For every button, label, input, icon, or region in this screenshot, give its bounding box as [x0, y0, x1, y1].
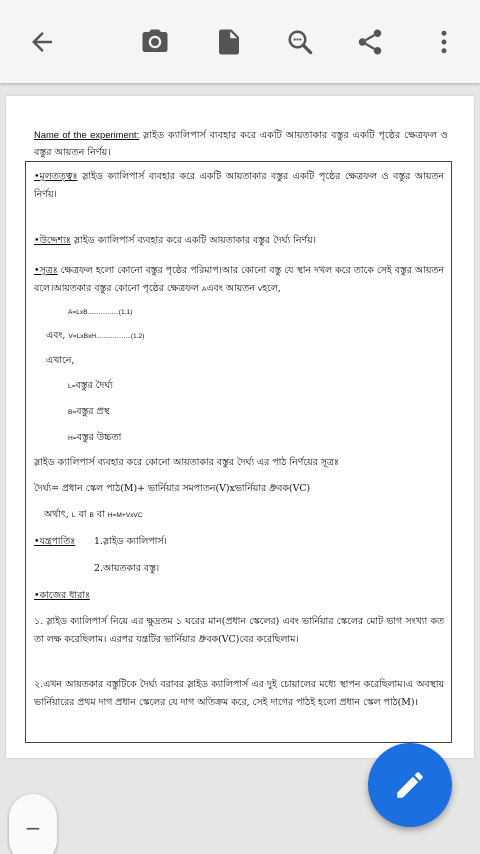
- definition-b: [68, 403, 368, 422]
- aim-section: [34, 232, 444, 250]
- reading-intro: স্লাইড ক্যালিপার্স ব্যবহার করে কোনো আয়তাকার বস্তুর দৈর্ঘ্য এর পাঠ নির্ণয়ের সূত্রঃ: [34, 457, 339, 468]
- definition-h: [68, 429, 368, 448]
- aim-heading: •উদ্দেশ্যঃ: [34, 235, 71, 246]
- equation-2: [46, 327, 366, 346]
- experiment-label: Name of the experiment:: [34, 129, 140, 140]
- formula-symbol-a: A: [201, 286, 207, 293]
- definition-h-symbol: H=: [68, 435, 77, 442]
- that-is-l: L: [71, 512, 76, 519]
- principle-heading: •মূলতত্ত্বঃ: [34, 171, 78, 182]
- document-button[interactable]: [207, 20, 251, 64]
- definition-l-text: বস্তুর দৈর্ঘ্য: [75, 380, 113, 391]
- that-is-or-2: বা: [96, 509, 105, 520]
- procedure-step-2: ২.এখন আয়তকার বস্তুটিকে দৈর্ঘ্য বরাবর স্লাইড ক্যালিপার্স এর দুই চোয়ালের মধ্যে স্থাপন করেছিলাম।এ অবস্থায় ভার্নিয়ারের প্রথম দাগ প্রধান স্কেলের যে দাগ অতিক্রম করে, সেই দাগের পাঠই হলো প্রধান স্কেল পাঠ(M)।: [34, 679, 444, 708]
- experiment-title-text: স্লাইড ক্যালিপার্স ব্যবহার করে একটি আয়তাকার বস্তুর একটি পৃষ্ঠের ক্ষেত্রফল ও বস্তুর আয়তন নির্ণয়।: [34, 130, 448, 158]
- equation-2-prefix: এবং,: [46, 330, 66, 341]
- apparatus-item-2: 2.আয়তকার বস্তু।: [94, 563, 160, 574]
- formula-section: [34, 262, 444, 299]
- that-is-or-1: বা: [78, 509, 87, 520]
- principle-section: [34, 168, 444, 204]
- search-icon: [285, 27, 315, 57]
- apparatus-item-1: 1.স্লাইড ক্যালিপার্স।: [94, 536, 167, 547]
- formula-end: হলে,: [262, 283, 281, 294]
- that-is-b: B: [89, 512, 94, 519]
- definition-b-symbol: B=: [68, 409, 77, 416]
- here-label: এখানে,: [46, 355, 75, 366]
- definition-h-text: বস্তুর উচ্চতা: [76, 432, 122, 443]
- formula-and: এবং আয়তন: [206, 283, 258, 294]
- more-options-button[interactable]: [422, 20, 466, 64]
- definition-b-text: বস্তুর প্রস্থ: [76, 406, 110, 417]
- top-toolbar: [0, 0, 480, 83]
- experiment-title: [34, 126, 448, 161]
- apparatus-heading-text: •যন্ত্রপাতিঃ: [34, 536, 76, 547]
- procedure-heading-text: •কাজের ধারাঃ: [34, 590, 90, 601]
- document-icon: [214, 27, 244, 57]
- principle-text: স্লাইড ক্যালিপার্স ব্যবহার করে একটি আয়তাকার বস্তুর একটি পৃষ্ঠের ক্ষেত্রফল ও বস্তুর আয়তন নির্ণয়।: [34, 171, 444, 200]
- procedure-step-1: ১. স্লাইড ক্যালিপার্স নিয়ে এর ক্ষুদ্রতম ১ ঘরের মান(প্রধান স্কেলের) এবং ভার্নিয়ার স্কেলের মোট ভাগ সংখ্যা কত তা লক্ষ করেছিলাম। এরপর যন্ত্রটির ভার্নিয়ার ধ্রুবক(VC)বের করেছিলাম।: [34, 616, 444, 645]
- definition-l-symbol: L=: [68, 383, 76, 390]
- equation-1: A=LxB.................(1.1): [68, 309, 133, 316]
- edit-pencil-icon: [393, 768, 427, 802]
- zoom-out-button[interactable]: [9, 794, 57, 854]
- formula-symbol-v: V: [257, 286, 263, 293]
- back-button[interactable]: [20, 20, 64, 64]
- zoom-out-label: −: [24, 816, 42, 840]
- share-icon: [355, 27, 385, 57]
- formula-heading: •সূত্রঃ: [34, 265, 58, 276]
- edit-button[interactable]: [368, 743, 452, 827]
- content-box: [25, 161, 452, 743]
- equation-2-text: V=LxBxH...................(1.2): [68, 333, 145, 340]
- formula-text: ক্ষেত্রফল হলো কোনো বস্তুর পৃষ্ঠের পরিমাপ।আর কোনো বস্তু যে স্থান দখল করে তাকে সেই বস্তুর আয়তন বলে।আয়তকার বস্তুর কোনো পৃষ্ঠের ক্ষেত্রফল: [34, 265, 444, 294]
- share-button[interactable]: [348, 20, 392, 64]
- that-is-equation: H=M+VxVC: [107, 512, 143, 519]
- reading-formula: দৈর্ঘ্য= প্রধান স্কেল পাঠ(M)+ ভার্নিয়ার সমপাতন(V)xভার্নিয়ার ধ্রুবক(VC): [34, 483, 311, 494]
- more-vert-icon: [429, 27, 459, 57]
- that-is-line: [44, 506, 364, 525]
- procedure-heading: [34, 587, 234, 605]
- camera-button[interactable]: [133, 20, 177, 64]
- aim-text: স্লাইড ক্যালিপার্স ব্যবহার করে একটি আয়তাকার বস্তুর দৈর্ঘ্য নির্ণয়।: [70, 235, 316, 246]
- that-is-label: অর্থাৎ,: [44, 509, 69, 520]
- camera-icon: [140, 27, 170, 57]
- document-page[interactable]: [6, 96, 474, 758]
- definition-l: [68, 377, 368, 396]
- arrow-back-icon: [27, 27, 57, 57]
- search-button[interactable]: [278, 20, 322, 64]
